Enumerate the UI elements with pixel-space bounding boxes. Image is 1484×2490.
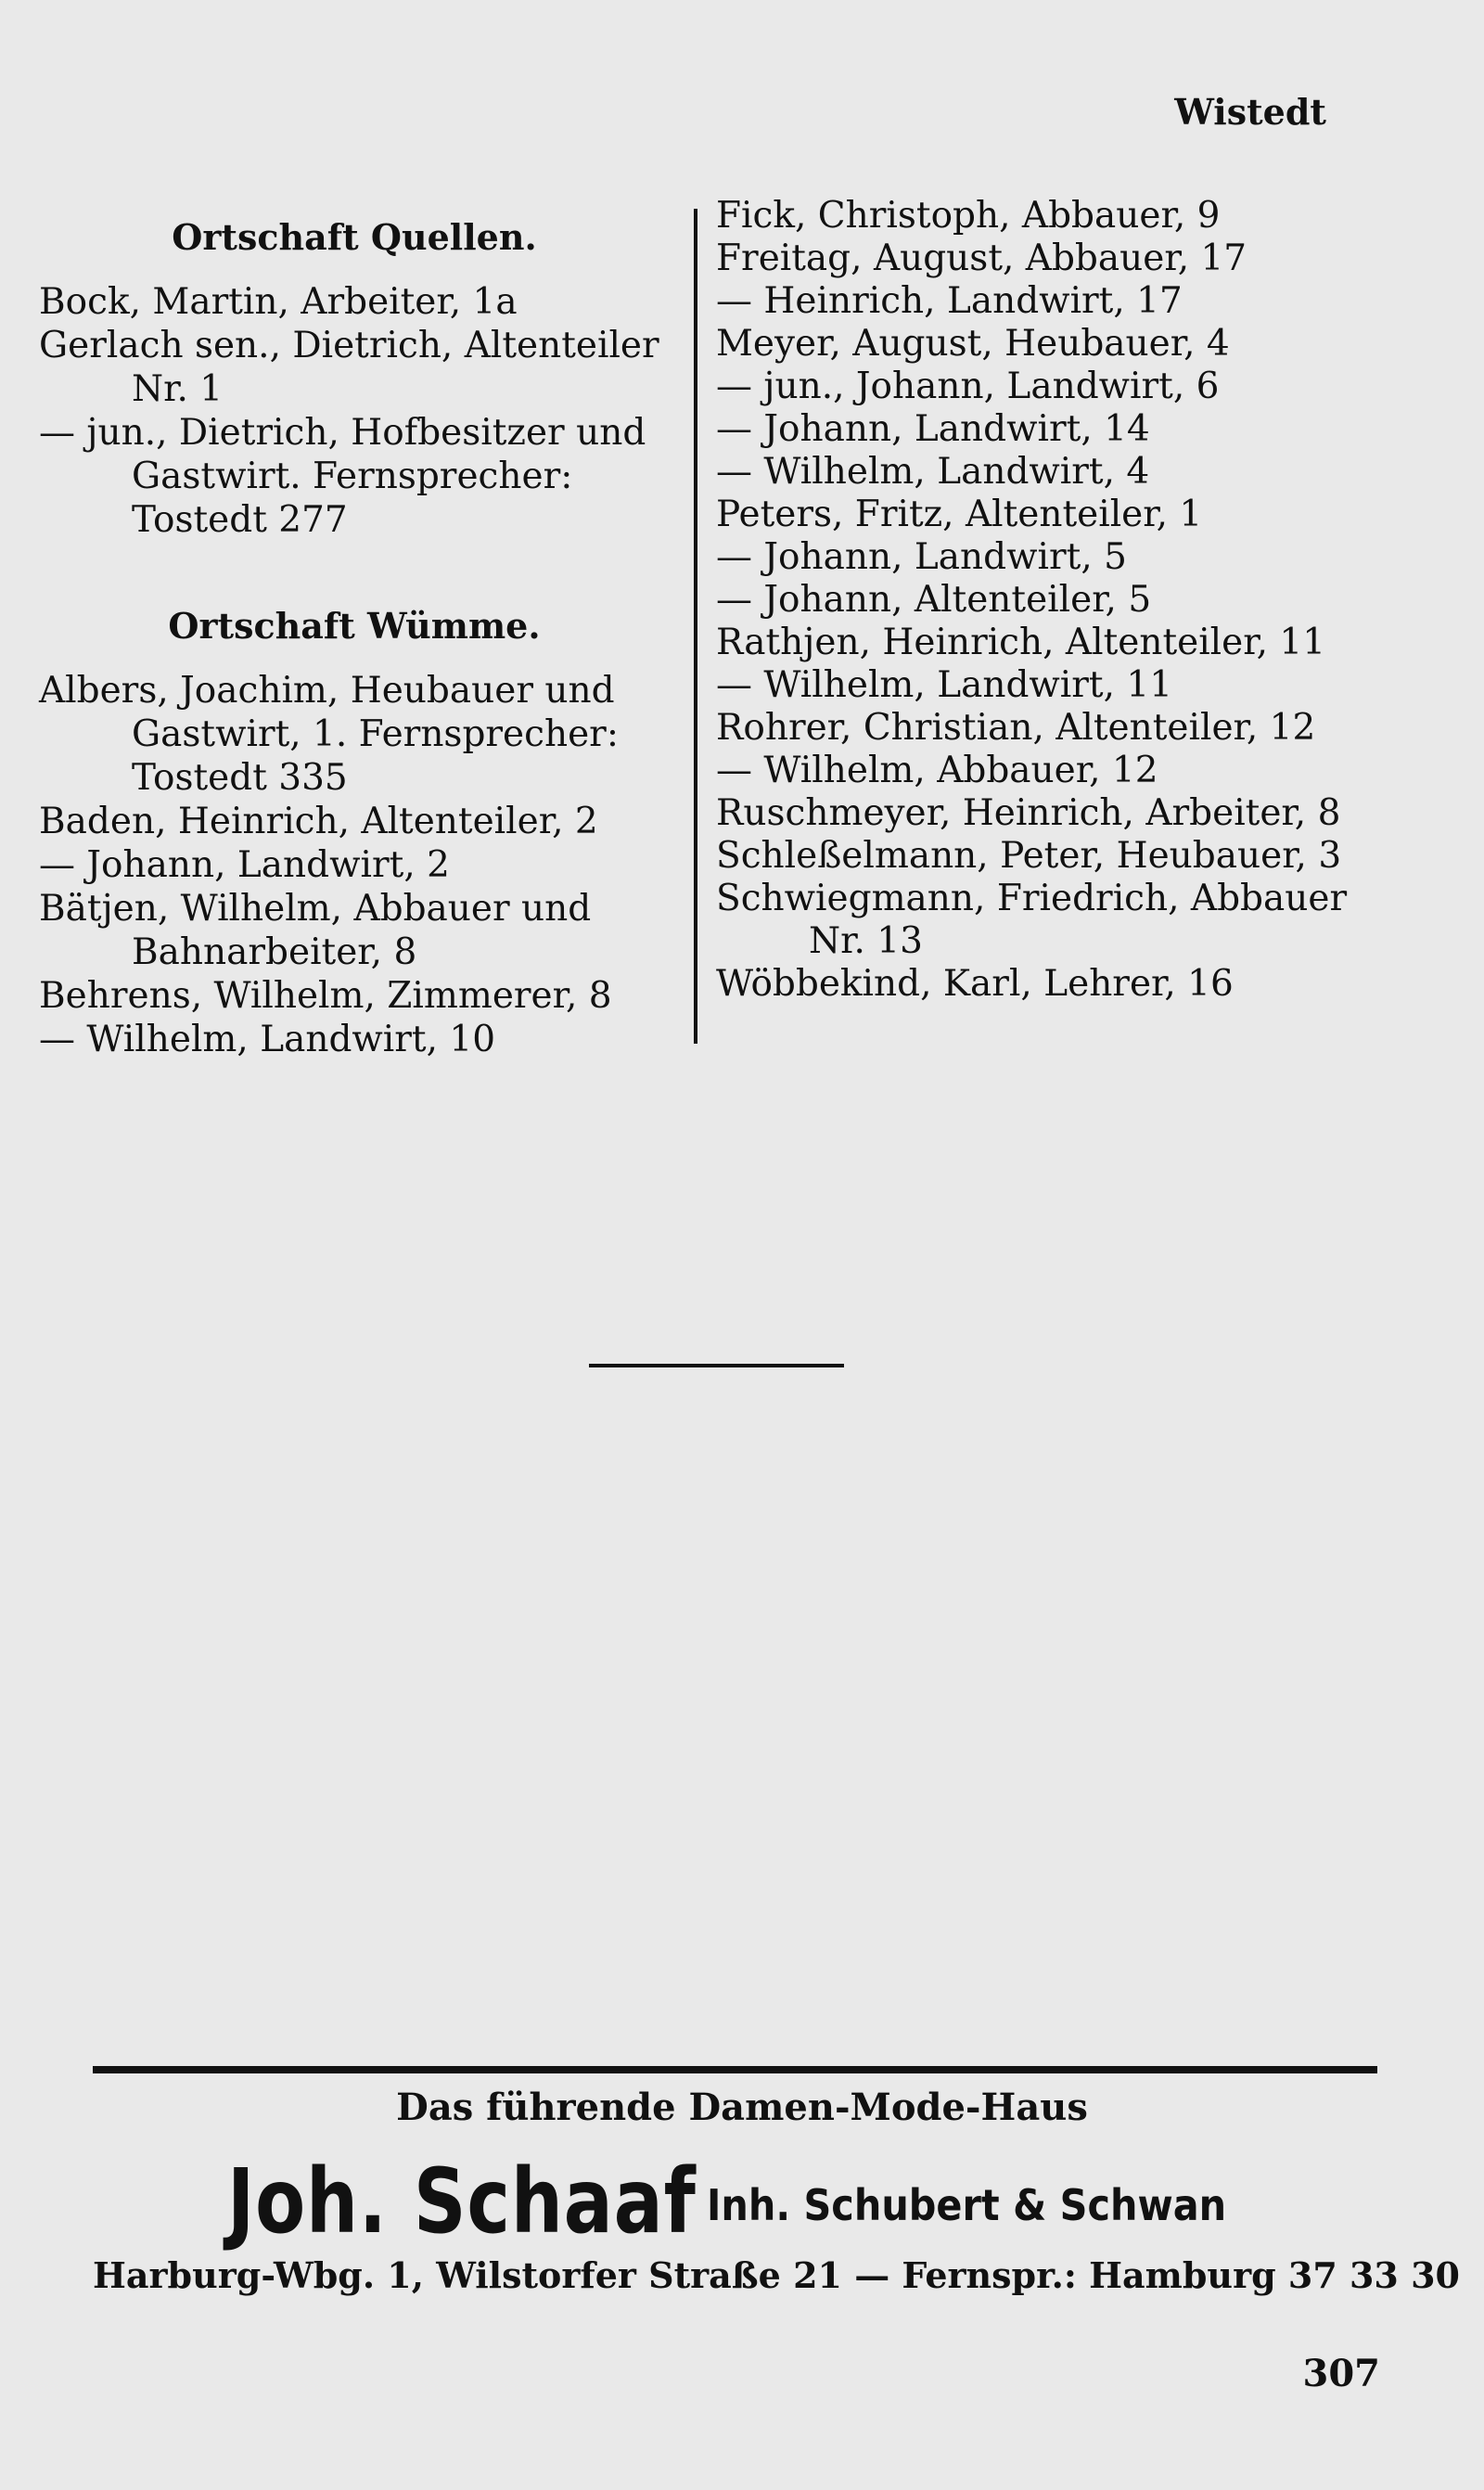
directory-entry: Fick, Christoph, Abbauer, 9 xyxy=(716,195,1221,237)
directory-entry: — jun., Dietrich, Hofbesitzer und Gastwirt. Fernsprecher: Tostedt 277 xyxy=(39,412,646,541)
directory-entry: — Heinrich, Landwirt, 17 xyxy=(716,280,1183,322)
directory-entry: — Wilhelm, Landwirt, 11 xyxy=(716,664,1173,706)
directory-entry: Gerlach sen., Dietrich, Altenteiler Nr. 1 xyxy=(39,325,659,410)
section-heading-wuemme: Ortschaft Wümme. xyxy=(168,605,541,647)
advertisement-tagline: Das führende Damen-Mode-Haus xyxy=(396,2086,1088,2129)
directory-entry: Bätjen, Wilhelm, Abbauer und Bahnarbeiter, 8 xyxy=(39,888,592,973)
directory-entry: — Johann, Landwirt, 5 xyxy=(716,536,1127,578)
directory-entry: Schwiegmann, Friedrich, Abbauer Nr. 13 xyxy=(716,878,1348,962)
advertisement-rule xyxy=(93,2066,1377,2073)
directory-entry: Baden, Heinrich, Altenteiler, 2 xyxy=(39,801,598,842)
directory-entry: Behrens, Wilhelm, Zimmerer, 8 xyxy=(39,975,612,1017)
directory-entry: — Wilhelm, Landwirt, 4 xyxy=(716,451,1150,493)
advertisement-company-name: Joh. Schaaf xyxy=(227,2150,697,2253)
directory-entry: Schleßelmann, Peter, Heubauer, 3 xyxy=(716,835,1342,877)
directory-entry: Albers, Joachim, Heubauer und Gastwirt, 1. Fernsprecher: Tostedt 335 xyxy=(39,670,619,799)
directory-entry: Bock, Martin, Arbeiter, 1a xyxy=(39,281,518,323)
directory-entry: Wöbbekind, Karl, Lehrer, 16 xyxy=(716,963,1234,1005)
directory-entry: — Johann, Landwirt, 2 xyxy=(39,844,450,886)
directory-entry: Ruschmeyer, Heinrich, Arbeiter, 8 xyxy=(716,792,1341,834)
advertisement-address: Harburg-Wbg. 1, Wilstorfer Straße 21 — Fernspr.: Hamburg 37 33 30 xyxy=(93,2254,1460,2296)
directory-entry: Rathjen, Heinrich, Altenteiler, 11 xyxy=(716,622,1326,663)
directory-entry: — Johann, Altenteiler, 5 xyxy=(716,579,1152,621)
end-of-section-rule xyxy=(589,1364,844,1367)
left-column xyxy=(39,199,670,1061)
right-column xyxy=(716,195,1365,1006)
directory-entry: — Wilhelm, Landwirt, 10 xyxy=(39,1019,496,1060)
directory-entry: — Johann, Landwirt, 14 xyxy=(716,408,1150,450)
directory-entry: — jun., Johann, Landwirt, 6 xyxy=(716,366,1220,407)
directory-entry: Peters, Fritz, Altenteiler, 1 xyxy=(716,494,1203,535)
advertisement-owner: Inh. Schubert & Schwan xyxy=(707,2180,1227,2230)
directory-entry: Meyer, August, Heubauer, 4 xyxy=(716,323,1230,365)
directory-entry: — Wilhelm, Abbauer, 12 xyxy=(716,750,1158,791)
directory-entry: Freitag, August, Abbauer, 17 xyxy=(716,237,1247,279)
section-heading-quellen: Ortschaft Quellen. xyxy=(172,216,537,258)
directory-entry: Rohrer, Christian, Altenteiler, 12 xyxy=(716,707,1316,749)
page-number: 307 xyxy=(1302,2352,1380,2395)
running-head: Wistedt xyxy=(1174,91,1326,133)
section-spacer xyxy=(39,542,670,588)
column-divider xyxy=(694,209,697,1044)
